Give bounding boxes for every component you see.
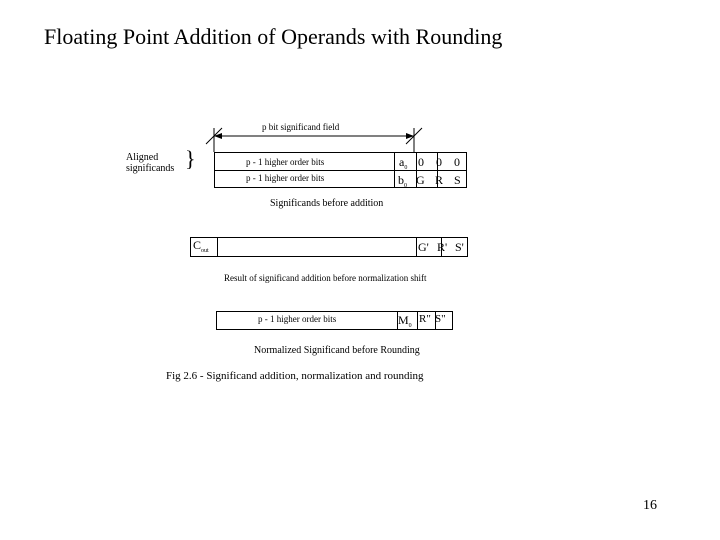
row2-bits: p - 1 higher order bits bbox=[246, 173, 325, 183]
aligned-label-line2: significands bbox=[126, 163, 175, 174]
row1-bits: p - 1 higher order bits bbox=[246, 157, 325, 167]
row2-sticky-bit: S bbox=[454, 173, 461, 187]
result-guard: G' bbox=[418, 240, 429, 254]
col-divider bbox=[394, 153, 395, 187]
result-round: R' bbox=[437, 240, 448, 254]
aligned-label-line1: Aligned bbox=[126, 152, 159, 163]
field-label: p bit significand field bbox=[262, 122, 340, 132]
carry-out: $C_{out}$ bbox=[193, 238, 209, 254]
row1-a0: $a_0$ bbox=[399, 155, 408, 171]
caption-before-addition: Significands before addition bbox=[270, 198, 384, 209]
page-number: 16 bbox=[643, 498, 657, 513]
row1-cell-0c: 0 bbox=[454, 155, 460, 169]
row2-b0: $b_0$ bbox=[398, 173, 407, 189]
row2-guard-bit: G bbox=[416, 173, 425, 187]
col-divider bbox=[416, 238, 417, 256]
row1-cell-0b: 0 bbox=[436, 155, 442, 169]
col-divider bbox=[417, 312, 418, 329]
col-divider bbox=[217, 238, 218, 256]
slide-title: Floating Point Addition of Operands with Rounding bbox=[44, 24, 503, 49]
row1-cell-0a: 0 bbox=[418, 155, 424, 169]
brace-symbol: } bbox=[185, 146, 196, 171]
caption-result: Result of significand addition before normalization shift bbox=[224, 273, 427, 283]
figure-caption: Fig 2.6 - Significand addition, normalization and rounding bbox=[166, 370, 424, 382]
result-sticky: S' bbox=[455, 240, 464, 254]
row2-round-bit: R bbox=[435, 173, 444, 187]
row-divider bbox=[215, 170, 466, 171]
caption-normalized: Normalized Significand before Rounding bbox=[254, 345, 420, 356]
normalized-sticky: S" bbox=[435, 313, 446, 325]
normalized-bits: p - 1 higher order bits bbox=[258, 314, 337, 324]
normalized-round: R" bbox=[419, 313, 431, 325]
normalized-m0: $M_0$ bbox=[398, 313, 412, 329]
